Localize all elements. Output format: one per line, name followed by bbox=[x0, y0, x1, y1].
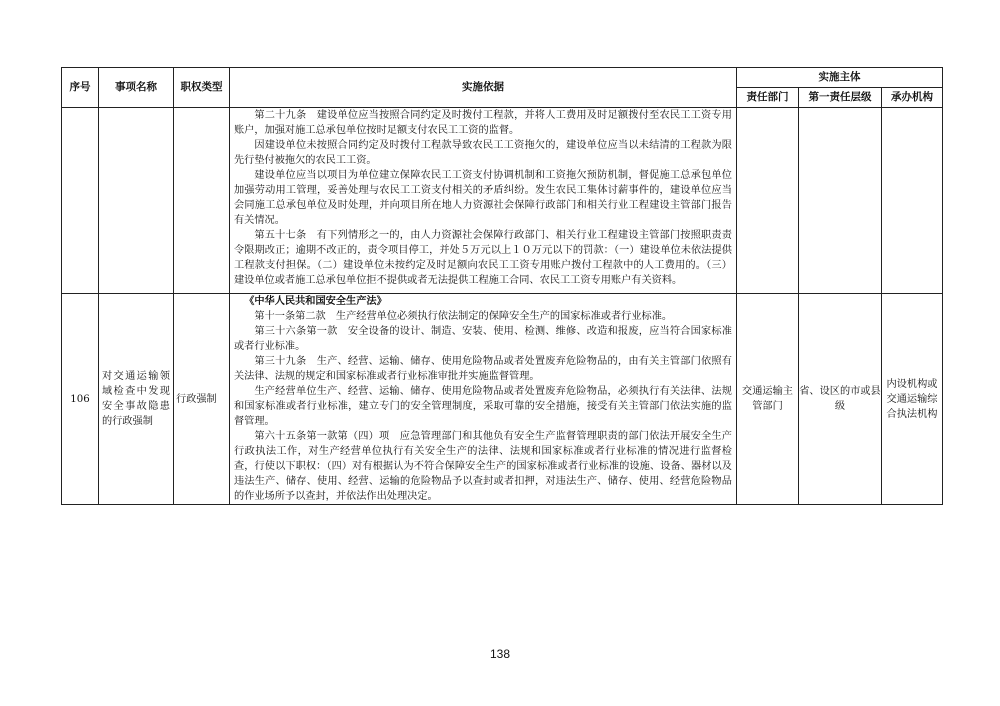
basis-paragraph: 生产经营单位生产、经营、运输、储存、使用危险物品或者处置废弃危险物品，必须执行有关法律、法规和国家标准或者行业标准，建立专门的安全管理制度，采取可靠的安全措施，接受有关主管部门依法实施的监督管理。 bbox=[234, 386, 732, 427]
basis-paragraph: 第五十七条 有下列情形之一的，由人力资源社会保障行政部门、相关行业工程建设主管部门按照职责责令限期改正；逾期不改正的，责令项目停工，并处５万元以上１０万元以下的罚款：（一）建设单位未依法提供工程款支付担保。（二）建设单位未按约定及时足额向农民工工资专用账户拨付工程款中的人工费用的。（三）建设单位或者施工总承包单位拒不提供或者无法提供工程施工合同、农民工工资专用账户有关资料。 bbox=[234, 230, 732, 286]
cell-first-responsible-level: 省、设区的市或县级 bbox=[799, 294, 882, 505]
basis-paragraph: 第三十九条 生产、经营、运输、储存、使用危险物品或者处置废弃危险物品的，由有关主管部门依照有关法律、法规的规定和国家标准或者行业标准审批并实施监督管理。 bbox=[234, 356, 732, 382]
header-undertaking-agency: 承办机构 bbox=[882, 88, 943, 108]
cell-undertaking-agency bbox=[882, 108, 943, 294]
basis-paragraph: 第十一条第二款 生产经营单位必须执行依法制定的保障安全生产的国家标准或者行业标准。 bbox=[254, 311, 673, 322]
cell-serial-number bbox=[62, 108, 99, 294]
cell-power-type: 行政强制 bbox=[174, 294, 230, 505]
basis-paragraph: 第二十九条 建设单位应当按照合同约定及时拨付工程款，并将人工费用及时足额拨付至农民工工资专用账户，加强对施工总承包单位按时足额支付农民工工资的监督。 bbox=[234, 110, 732, 136]
cell-power-type bbox=[174, 108, 230, 294]
cell-implementation-basis bbox=[230, 108, 737, 294]
cell-implementation-basis bbox=[230, 294, 737, 505]
responsibility-table bbox=[61, 67, 943, 505]
basis-paragraph: 第六十五条第一款第（四）项 应急管理部门和其他负有安全生产监督管理职责的部门依法开展安全生产行政执法工作，对生产经营单位执行有关安全生产的法律、法规和国家标准或者行业标准的情况进行监督检查，行使以下职权：（四）对有根据认为不符合保障安全生产的国家标准或者行业标准的设施、设备、器材以及违法生产、储存、使用、经营、运输的危险物品予以查封或者扣押，对违法生产、储存、使用、经营危险物品的作业场所予以查封，并依法作出处理决定。 bbox=[234, 431, 732, 502]
table-row bbox=[62, 108, 943, 294]
cell-serial-number: 106 bbox=[62, 294, 99, 505]
cell-first-responsible-level bbox=[799, 108, 882, 294]
header-power-type: 职权类型 bbox=[174, 68, 230, 108]
header-first-responsible-level: 第一责任层级 bbox=[799, 88, 882, 108]
basis-paragraph: 建设单位应当以项目为单位建立保障农民工工资支付协调机制和工资拖欠预防机制，督促施工总承包单位加强劳动用工管理，妥善处理与农民工工资支付相关的矛盾纠纷。发生农民工集体讨薪事件的，建设单位应当会同施工总承包单位及时处理，并向项目所在地人力资源社会保障行政部门和相关行业工程建设主管部门报告有关情况。 bbox=[234, 170, 732, 226]
table-row bbox=[62, 294, 943, 505]
table-header bbox=[62, 68, 943, 108]
cell-responsible-department: 交通运输主管部门 bbox=[737, 294, 799, 505]
cell-undertaking-agency: 内设机构或交通运输综合执法机构 bbox=[882, 294, 943, 505]
header-responsible-department: 责任部门 bbox=[737, 88, 799, 108]
cell-responsible-department bbox=[737, 108, 799, 294]
cell-item-name bbox=[99, 108, 174, 294]
header-item-name: 事项名称 bbox=[99, 68, 174, 108]
law-title: 《中华人民共和国安全生产法》 bbox=[244, 296, 387, 307]
header-implementation-basis: 实施依据 bbox=[230, 68, 737, 108]
basis-paragraph: 因建设单位未按照合同约定及时拨付工程款导致农民工工资拖欠的，建设单位应当以未结清的工程款为限先行垫付被拖欠的农民工工资。 bbox=[234, 140, 732, 166]
cell-item-name: 对交通运输领域检查中发现安全事故隐患的行政强制 bbox=[99, 294, 174, 505]
basis-paragraph: 第三十六条第一款 安全设备的设计、制造、安装、使用、检测、维修、改造和报废，应当符合国家标准或者行业标准。 bbox=[234, 326, 732, 352]
page-number: 138 bbox=[489, 647, 511, 661]
header-implementing-subject: 实施主体 bbox=[737, 68, 943, 88]
header-serial-number: 序号 bbox=[62, 68, 99, 108]
